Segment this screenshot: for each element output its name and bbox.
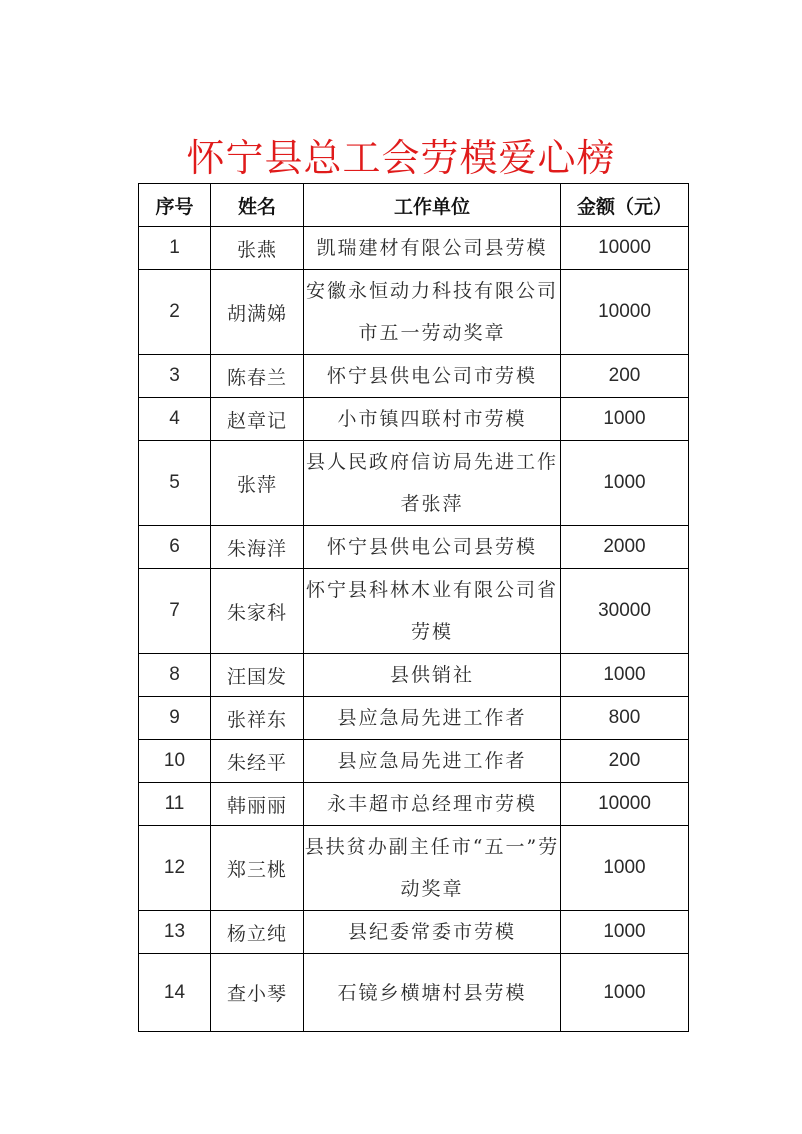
table-row [139,355,689,398]
row-name: 汪国发 [211,654,304,697]
row-name: 胡满娣 [211,270,304,355]
row-amount: 800 [561,697,689,740]
row-unit: 县供销社 [304,654,561,697]
row-index: 6 [139,526,211,569]
table-row [139,270,689,355]
row-index: 13 [139,911,211,954]
header-amount: 金额（元） [561,184,689,227]
row-name: 郑三桃 [211,826,304,911]
table-row [139,398,689,441]
table-row [139,954,689,1032]
row-amount: 10000 [561,227,689,270]
header-unit: 工作单位 [304,184,561,227]
row-amount: 1000 [561,826,689,911]
row-index: 2 [139,270,211,355]
row-unit: 小市镇四联村市劳模 [304,398,561,441]
row-unit: 怀宁县供电公司县劳模 [304,526,561,569]
header-index: 序号 [139,184,211,227]
table-header-row [139,184,689,227]
row-index: 12 [139,826,211,911]
table-row [139,783,689,826]
row-unit: 凯瑞建材有限公司县劳模 [304,227,561,270]
row-index: 9 [139,697,211,740]
row-name: 张燕 [211,227,304,270]
row-amount: 1000 [561,441,689,526]
row-name: 张祥东 [211,697,304,740]
table-row [139,911,689,954]
row-name: 陈春兰 [211,355,304,398]
page-title: 怀宁县总工会劳模爱心榜 [186,136,616,180]
row-unit: 安徽永恒动力科技有限公司市五一劳动奖章 [304,270,561,355]
row-amount: 10000 [561,270,689,355]
row-name: 杨立纯 [211,911,304,954]
row-amount: 200 [561,740,689,783]
row-name: 赵章记 [211,398,304,441]
honor-roll-table [138,183,689,1032]
row-amount: 10000 [561,783,689,826]
row-name: 朱经平 [211,740,304,783]
row-name: 朱家科 [211,569,304,654]
row-unit: 永丰超市总经理市劳模 [304,783,561,826]
row-unit: 怀宁县科林木业有限公司省劳模 [304,569,561,654]
row-unit: 怀宁县供电公司市劳模 [304,355,561,398]
row-unit: 县人民政府信访局先进工作者张萍 [304,441,561,526]
row-index: 3 [139,355,211,398]
row-index: 8 [139,654,211,697]
row-index: 10 [139,740,211,783]
row-index: 11 [139,783,211,826]
row-amount: 1000 [561,911,689,954]
header-name: 姓名 [211,184,304,227]
table-row [139,826,689,911]
table-row [139,740,689,783]
row-amount: 2000 [561,526,689,569]
row-index: 7 [139,569,211,654]
row-index: 14 [139,954,211,1032]
row-name: 朱海洋 [211,526,304,569]
table-row [139,227,689,270]
row-index: 5 [139,441,211,526]
row-name: 张萍 [211,441,304,526]
row-amount: 1000 [561,654,689,697]
row-unit: 县纪委常委市劳模 [304,911,561,954]
row-amount: 200 [561,355,689,398]
row-amount: 30000 [561,569,689,654]
row-name: 查小琴 [211,954,304,1032]
row-unit: 石镜乡横塘村县劳模 [304,954,561,1032]
row-amount: 1000 [561,398,689,441]
row-index: 4 [139,398,211,441]
table-row [139,697,689,740]
table-row [139,569,689,654]
row-unit: 县应急局先进工作者 [304,697,561,740]
row-index: 1 [139,227,211,270]
table-row [139,526,689,569]
row-name: 韩丽丽 [211,783,304,826]
table-row [139,654,689,697]
row-amount: 1000 [561,954,689,1032]
row-unit: 县应急局先进工作者 [304,740,561,783]
row-unit: 县扶贫办副主任市“五一”劳动奖章 [304,826,561,911]
table-row [139,441,689,526]
